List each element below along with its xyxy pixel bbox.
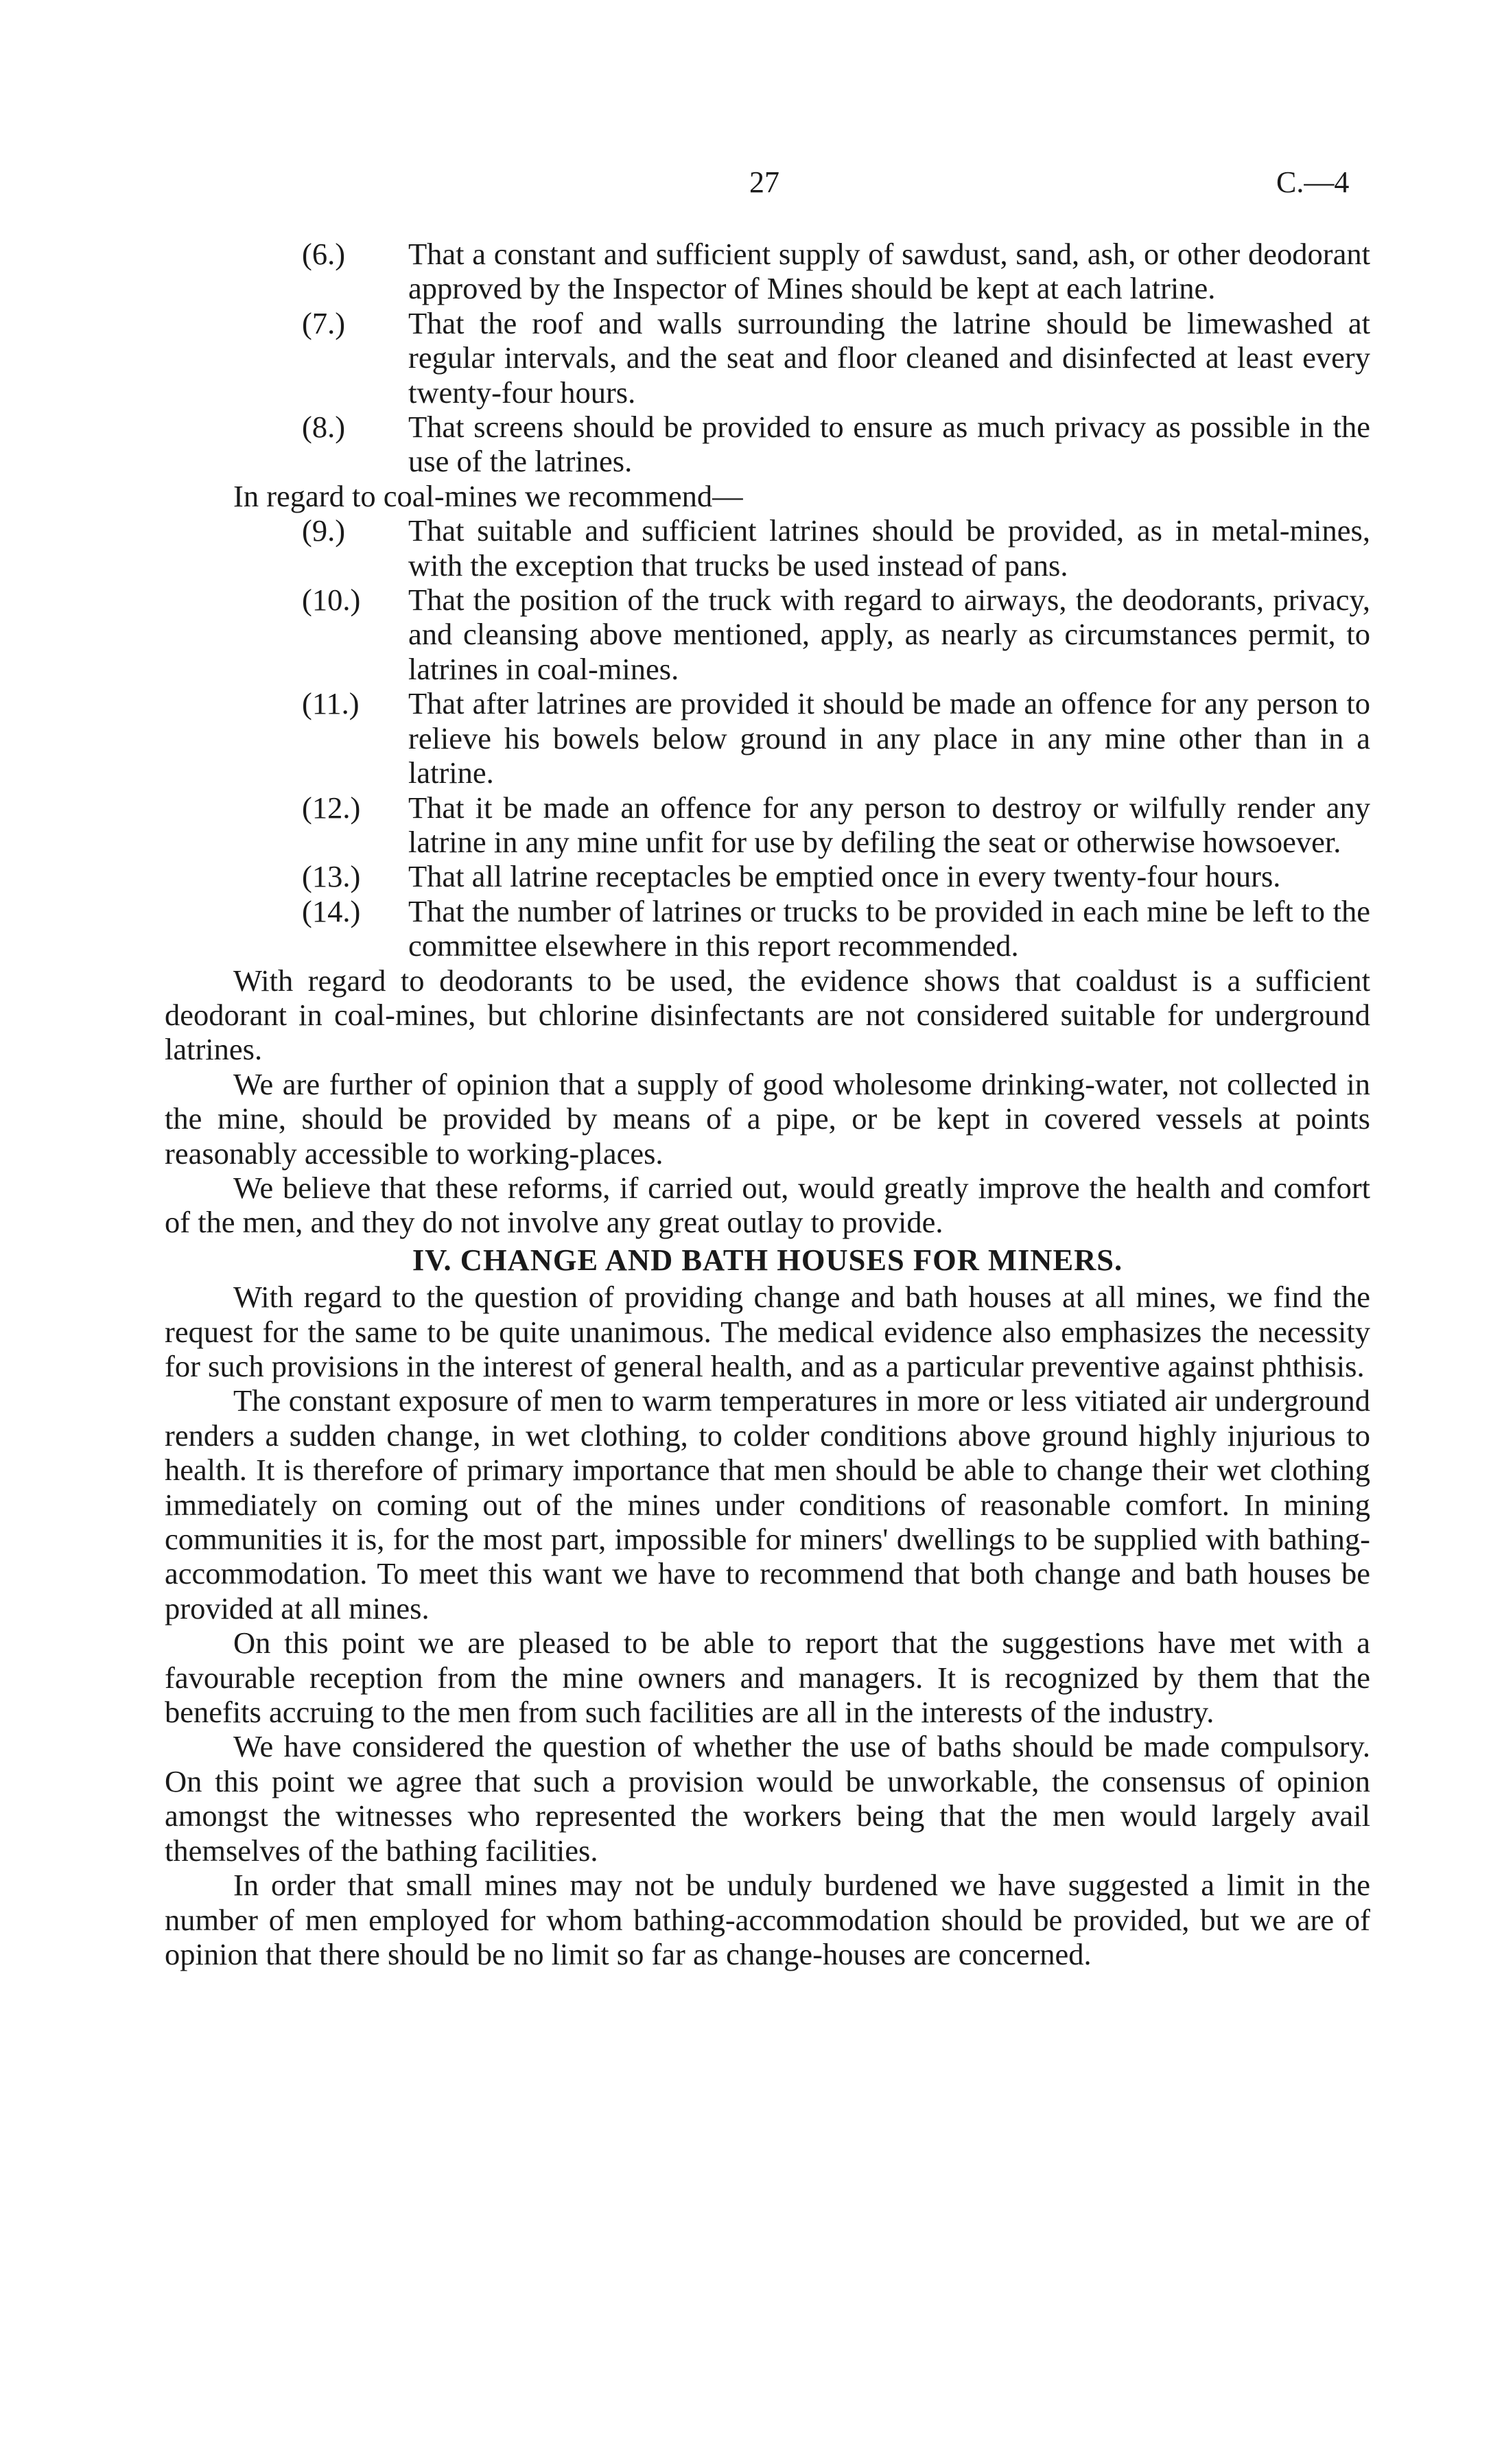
document-body — [165, 237, 1370, 1971]
page-number: 27 — [749, 165, 779, 199]
item-number: (7.) — [302, 305, 346, 340]
item-text: That after latrines are provided it should be made an offence for any person to relieve his bowels below ground in any place in any mine other than in a latrine. — [408, 686, 1370, 790]
item-number: (9.) — [302, 513, 346, 548]
recommendation-item — [165, 306, 1370, 410]
item-number: (8.) — [302, 410, 346, 445]
paragraph: With regard to deodorants to be used, the evidence shows that coaldust is a sufficient deodorant in coal-mines, but chlorine disinfectants are not considered suitable for underground latrines. — [165, 963, 1370, 1067]
recommendation-item — [165, 686, 1370, 790]
recommendation-item — [165, 513, 1370, 583]
paragraph: We believe that these reforms, if carried out, would greatly improve the health and comfort of the men, and they do not involve any great outlay to provide. — [165, 1170, 1370, 1240]
paragraph: The constant exposure of men to warm temperatures in more or less vitiated air underground renders a sudden change, in wet clothing, to colder conditions above ground highly injurious to health. It is therefore of primary importance that men should be able to change their wet clothing immediately on coming out of the mines under conditions of reasonable comfort. In mining communities it is, for the most part, impossible for miners' dwellings to be supplied with bathing-accommodation. To meet this want we have to recommend that both change and bath houses be provided at all mines. — [165, 1383, 1370, 1626]
item-text: That a constant and sufficient supply of sawdust, sand, ash, or other deodorant approved by the Inspector of Mines should be kept at each latrine. — [408, 237, 1370, 306]
item-text: That the number of latrines or trucks to be provided in each mine be left to the committee elsewhere in this report recommended. — [408, 893, 1370, 963]
recommendation-item — [165, 237, 1370, 306]
recommendation-item — [165, 859, 1370, 893]
item-number: (10.) — [302, 583, 361, 618]
item-text: That the position of the truck with regard to airways, the deodorants, privacy, and cleansing above mentioned, apply, as nearly as circumstances permit, to latrines in coal-mines. — [408, 583, 1370, 686]
paragraph: In order that small mines may not be unduly burdened we have suggested a limit in the number of men employed for whom bathing-accommodation should be provided, but we are of opinion that there should be no limit so far as change-houses are concerned. — [165, 1868, 1370, 1971]
item-number: (11.) — [302, 686, 360, 721]
item-number: (14.) — [302, 893, 361, 928]
recommendation-item — [165, 790, 1370, 860]
paragraph: With regard to the question of providing change and bath houses at all mines, we find the request for the same to be quite unanimous. The medical evidence also emphasizes the necessity for such provisions in the interest of general health, and as a particular preventive against phthisis. — [165, 1280, 1370, 1383]
paragraph: On this point we are pleased to be able to report that the suggestions have met with a favourable reception from the mine owners and managers. It is recognized by them that the benefits accruing to the men from such facilities are all in the interests of the industry. — [165, 1626, 1370, 1730]
item-text: That suitable and sufficient latrines should be provided, as in metal-mines, with the exception that trucks be used instead of pans. — [408, 513, 1370, 583]
document-reference: C.—4 — [1276, 165, 1350, 199]
item-number: (12.) — [302, 790, 361, 825]
item-number: (6.) — [302, 237, 346, 271]
item-text: That it be made an offence for any person to destroy or wilfully render any latrine in any mine unfit for use by defiling the seat or otherwise howsoever. — [408, 790, 1370, 859]
coal-mines-lead: In regard to coal-mines we recommend— — [233, 478, 743, 513]
recommendation-item — [165, 894, 1370, 963]
page-header — [0, 165, 1491, 206]
item-text: That the roof and walls surrounding the latrine should be limewashed at regular intervals, and the seat and floor cleaned and disinfected at least every twenty-four hours. — [408, 305, 1370, 410]
recommendation-item — [165, 410, 1370, 479]
paragraph: We are further of opinion that a supply of good wholesome drinking-water, not collected in the mine, should be provided by means of a pipe, or be kept in covered vessels at points reasonably accessible to working-places. — [165, 1066, 1370, 1171]
section-heading: IV. CHANGE AND BATH HOUSES FOR MINERS. — [412, 1242, 1123, 1277]
paragraph: We have considered the question of whether the use of baths should be made compulsory. On this point we agree that such a provision would be unworkable, the consensus of opinion amongst the witnesses who represented the workers being that the men would largely avail themselves of the bathing facilities. — [165, 1729, 1370, 1868]
item-text: That screens should be provided to ensure as much privacy as possible in the use of the latrines. — [408, 410, 1370, 479]
item-text: That all latrine receptacles be emptied once in every twenty-four hours. — [408, 859, 1281, 894]
recommendation-item — [165, 583, 1370, 686]
item-number: (13.) — [302, 859, 361, 894]
